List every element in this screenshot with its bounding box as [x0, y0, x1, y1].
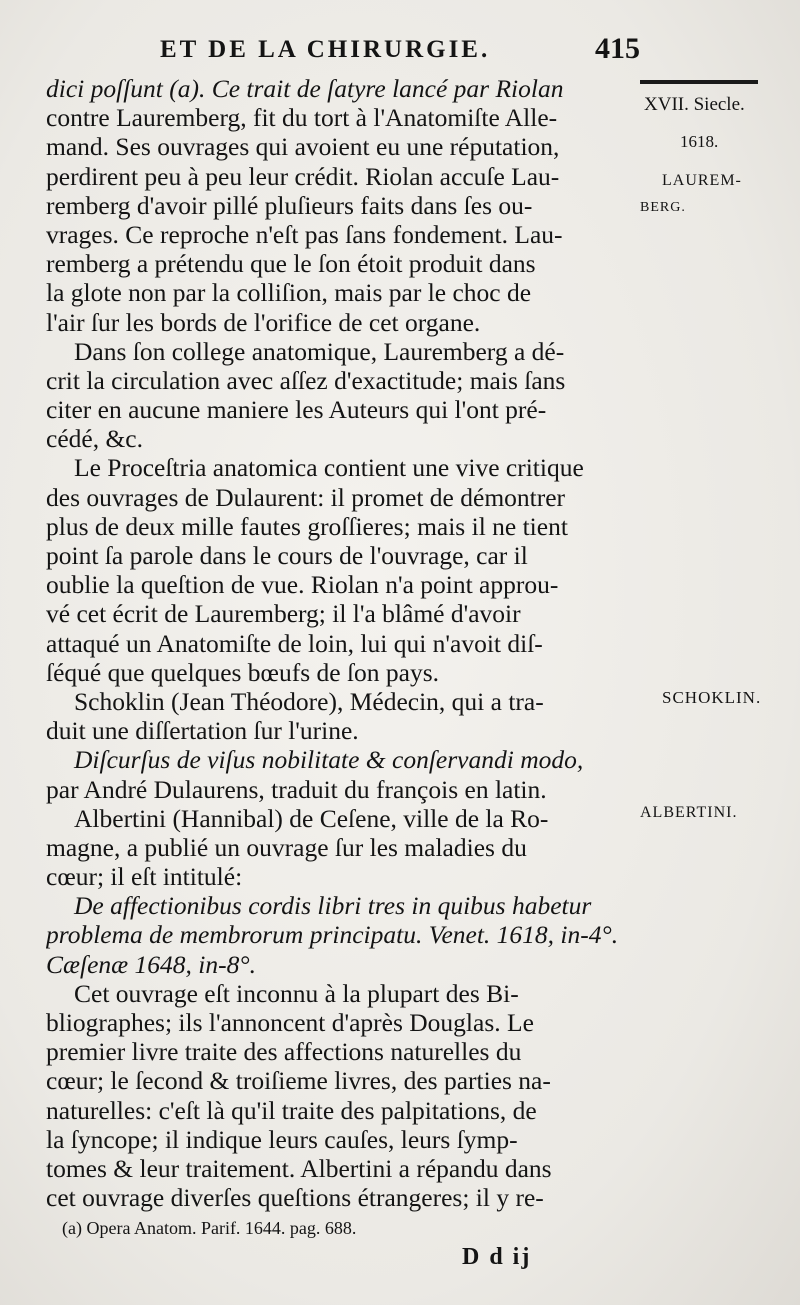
margin-note-schoklin: SCHOKLIN. [662, 688, 762, 707]
margin-note-albertini: ALBERTINI. [640, 804, 738, 821]
text-line: cédé, &c. [46, 424, 143, 454]
text-line: crit la circulation avec aſſez d'exactitude; mais ſans [46, 365, 566, 395]
running-head: ET DE LA CHIRURGIE. [160, 36, 491, 63]
page-header [160, 30, 650, 70]
page-number: 415 [595, 32, 640, 65]
text-line: Albertini (Hannibal) de Ceſene, ville de la Ro- [74, 803, 549, 833]
body-text [46, 74, 636, 1212]
margin-note-berg: BERG. [640, 200, 686, 215]
text-line: plus de deux mille fautes groſſieres; mais il ne tient [46, 511, 568, 541]
text-line: citer en aucune maniere les Auteurs qui l'ont pré- [46, 395, 547, 425]
text-line: cet ouvrage diverſes queſtions étrangeres; il y re- [46, 1183, 544, 1213]
text-line: attaqué un Anatomiſte de loin, lui qui n'avoit diſ- [46, 628, 543, 658]
text-line: remberg d'avoir pillé pluſieurs faits dans ſes ou- [46, 190, 533, 220]
text-line: Le Proceſtria anatomica contient une vive critique [74, 453, 584, 483]
text-line: par André Dulaurens, traduit du françois en latin. [46, 774, 547, 804]
text-line: De affectionibus cordis libri tres in quibus habetur [74, 891, 592, 921]
text-line: oublie la queſtion de vue. Riolan n'a point approu- [46, 570, 559, 600]
text-line: bliographes; ils l'annoncent d'après Douglas. Le [46, 1008, 534, 1037]
text-line: Dans ſon college anatomique, Lauremberg a dé- [74, 336, 565, 366]
text-line: tomes & leur traitement. Albertini a répandu dans [46, 1153, 552, 1183]
text-line: problema de membrorum principatu. Venet. 1618, in-4°. [46, 920, 619, 950]
text-line: la ſyncope; il indique leurs cauſes, leurs ſymp- [46, 1124, 518, 1154]
text-line: ſéqué que quelques bœufs de ſon pays. [46, 657, 440, 687]
text-line: Schoklin (Jean Théodore), Médecin, qui a tra- [74, 686, 544, 716]
text-line: l'air ſur les bords de l'orifice de cet organe. [46, 307, 481, 337]
text-line: vrages. Ce reproche n'eſt pas ſans fondement. Lau- [46, 219, 563, 249]
text-line: contre Lauremberg, fit du tort à l'Anatomiſte Alle- [46, 103, 558, 133]
text-line: cœur; il eſt intitulé: [46, 862, 243, 892]
signature-mark: D d ij [462, 1244, 532, 1270]
margin-note-laurem: LAUREM- [662, 172, 742, 189]
text-line: la glote non par la colliſion, mais par le choc de [46, 278, 532, 308]
text-line: vé cet écrit de Lauremberg; il l'a blâmé d'avoir [46, 599, 521, 629]
margin-rule [640, 80, 758, 84]
text-line: perdirent peu à peu leur crédit. Riolan accuſe Lau- [46, 161, 560, 191]
text-line: magne, a publié un ouvrage ſur les maladies du [46, 832, 527, 862]
text-line: Diſcurſus de viſus nobilitate & conſervandi modo, [74, 745, 584, 775]
footnote: (a) Opera Anatom. Parif. 1644. pag. 688. [62, 1218, 357, 1238]
text-line: premier livre traite des affections naturelles du [46, 1037, 522, 1067]
text-line: des ouvrages de Dulaurent: il promet de démontrer [46, 482, 566, 512]
text-line: dici poſſunt (a). Ce trait de ſatyre lancé par Riolan [46, 74, 564, 103]
text-line: Cet ouvrage eſt inconnu à la plupart des Bi- [74, 978, 519, 1008]
text-line: point ſa parole dans le cours de l'ouvrage, car il [46, 541, 528, 570]
text-line: Cæſenæ 1648, in-8°. [46, 949, 256, 979]
text-line: naturelles: c'eſt là qu'il traite des palpitations, de [46, 1095, 537, 1125]
margin-note-year: 1618. [680, 132, 719, 151]
text-line: mand. Ses ouvrages qui avoient eu une réputation, [46, 132, 560, 162]
text-line: remberg a prétendu que le ſon étoit produit dans [46, 249, 536, 279]
margin-note-century: XVII. Siecle. [644, 94, 745, 115]
text-line: duit une diſſertation ſur l'urine. [46, 716, 359, 746]
text-line: cœur; le ſecond & troiſieme livres, des parties na- [46, 1066, 551, 1096]
